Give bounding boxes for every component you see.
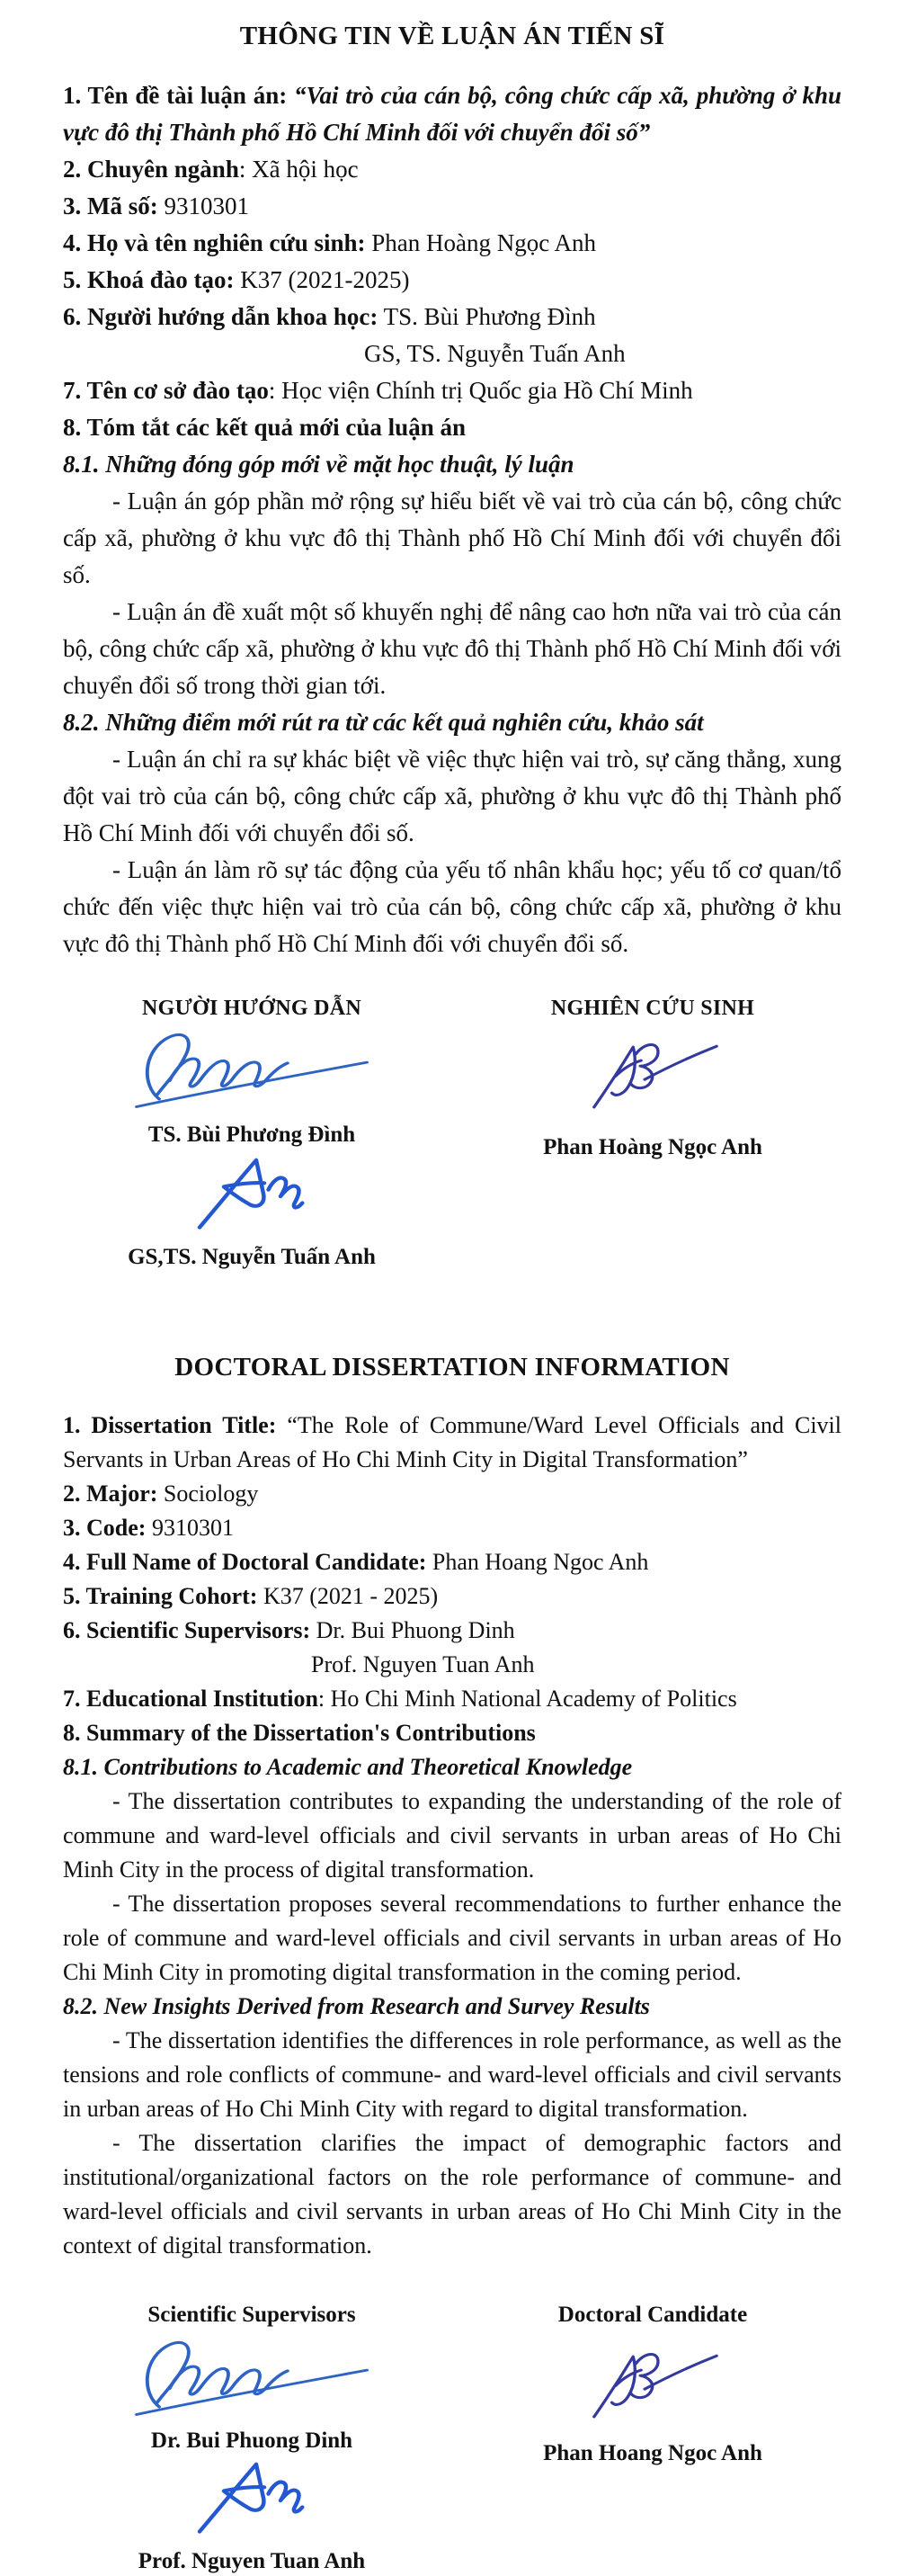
en-item-3-value: 9310301 (146, 1515, 234, 1541)
en-candidate-column (464, 2301, 841, 2576)
vi-paragraph-82-1: - Luận án chỉ ra sự khác biệt về việc thực hiện vai trò, sự căng thẳng, xung đột vai trò của cán bộ, công chức cấp xã, phường ở khu vực đô thị Thành phố Hồ Chí Minh đối với chuyển đổi số. (63, 746, 841, 846)
vi-item-3 (63, 188, 841, 225)
en-item-5-value: K37 (2021 - 2025) (257, 1583, 439, 1609)
en-supervisors-header: Scientific Supervisors (147, 2303, 356, 2327)
vi-supervisor-1-name: TS. Bùi Phương Đình (147, 1123, 356, 1147)
vi-item-5-value: K37 (2021-2025) (234, 266, 410, 293)
vi-supervisors-header: NGƯỜI HƯỚNG DẪN (141, 997, 362, 1020)
vi-section (63, 20, 841, 1272)
en-item-1-label: 1. Dissertation Title: (63, 1412, 277, 1438)
vi-item-3-label: 3. Mã số: (63, 192, 158, 219)
vi-supervisor-2-line: GS, TS. Nguyễn Tuấn Anh (364, 340, 626, 367)
vi-item-5 (63, 262, 841, 299)
en-supervisor-1-name: Dr. Bui Phuong Dinh (150, 2428, 353, 2453)
vi-item-6 (63, 299, 841, 335)
en-item-7-value: : Ho Chi Minh National Academy of Politics (317, 1686, 737, 1712)
en-supervisor-2-line: Prof. Nguyen Tuan Anh (311, 1651, 535, 1677)
vi-item-6-label: 6. Người hướng dẫn khoa học: (63, 303, 378, 330)
signature-phan-hoang-ngoc-anh (582, 1034, 724, 1114)
en-item-1-value: “The Role of Commune/Ward Level Officials and Civil Servants in Urban Areas of Ho Chi Minh City in Digital Transformation” (63, 1412, 841, 1472)
signature-nguyen-tuan-anh (191, 2455, 313, 2538)
en-item-2 (63, 1477, 841, 1511)
en-item-6-value: Dr. Bui Phuong Dinh (310, 1617, 515, 1643)
vi-item-2 (63, 151, 841, 188)
en-item-4 (63, 1545, 841, 1579)
vi-paragraph-82-2: - Luận án làm rõ sự tác động của yếu tố nhân khẩu học; yếu tố cơ quan/tổ chức đến việc thực hiện vai trò của cán bộ, công chức cấp xã, phường ở khu vực đô thị Thành phố Hồ Chí Minh đối với chuyển đổi số. (63, 856, 841, 957)
vi-item-2-value: : Xã hội học (238, 156, 359, 183)
en-item-4-value: Phan Hoang Ngoc Anh (426, 1549, 649, 1575)
en-item-7 (63, 1682, 841, 1716)
en-signature-block (63, 2301, 841, 2576)
en-section (63, 1351, 841, 2576)
en-item-5 (63, 1579, 841, 1614)
vi-item-7-value: : Học viện Chính trị Quốc gia Hồ Chí Minh (268, 377, 693, 404)
en-paragraph-81-2: - The dissertation proposes several recommendations to further enhance the role of commune and ward-level officials and civil servants in urban areas of Ho Chi Minh City in promoting digital transformation in the coming period. (63, 1891, 841, 1985)
en-item-6-label: 6. Scientific Supervisors: (63, 1617, 311, 1643)
vi-item-4-value: Phan Hoàng Ngọc Anh (365, 229, 596, 256)
vi-heading-8-2: 8.2. Những điểm mới rút ra từ các kết quả nghiên cứu, khảo sát (63, 709, 704, 736)
vi-item-8: 8. Tóm tắt các kết quả mới của luận án (63, 414, 466, 441)
vi-candidate-name: Phan Hoàng Ngọc Anh (543, 1135, 762, 1159)
signature-bui-phuong-dinh (129, 2335, 374, 2419)
en-paragraph-82-2: - The dissertation clarifies the impact of demographic factors and institutional/organizational factors on the role performance of commune- and ward-level officials and civil servants in urban areas of Ho Chi Minh City in the context of digital transformation. (63, 2130, 841, 2258)
en-item-8: 8. Summary of the Dissertation's Contributions (63, 1720, 536, 1746)
vi-supervisors-column (63, 995, 441, 1272)
signature-nguyen-tuan-anh (191, 1151, 313, 1234)
vi-item-6-value: TS. Bùi Phương Đình (378, 303, 596, 330)
en-supervisors-column (63, 2301, 441, 2576)
vi-item-4 (63, 225, 841, 262)
en-candidate-name: Phan Hoang Ngoc Anh (543, 2441, 762, 2465)
vi-paragraph-81-1: - Luận án góp phần mở rộng sự hiểu biết về vai trò của cán bộ, công chức cấp xã, phường ở khu vực đô thị Thành phố Hồ Chí Minh đối với chuyển đổi số. (63, 487, 841, 588)
en-item-6 (63, 1614, 841, 1648)
en-item-2-label: 2. Major: (63, 1480, 158, 1507)
vi-signature-block (63, 995, 841, 1272)
vi-item-1 (63, 77, 841, 151)
vi-item-5-label: 5. Khoá đào tạo: (63, 266, 235, 293)
signature-phan-hoang-ngoc-anh (582, 2344, 724, 2423)
vi-item-3-value: 9310301 (157, 192, 249, 219)
en-supervisor-2-name: Prof. Nguyen Tuan Anh (138, 2549, 366, 2573)
vi-item-2-label: 2. Chuyên ngành (63, 156, 239, 183)
en-item-4-label: 4. Full Name of Doctoral Candidate: (63, 1549, 427, 1575)
vi-page-title: THÔNG TIN VỀ LUẬN ÁN TIẾN SĨ (239, 22, 665, 50)
en-body (63, 1409, 841, 2263)
vi-item-4-label: 4. Họ và tên nghiên cứu sinh: (63, 229, 366, 256)
en-item-2-value: Sociology (157, 1480, 259, 1507)
vi-item-7-label: 7. Tên cơ sở đào tạo (63, 377, 269, 404)
vi-candidate-header: NGHIÊN CỨU SINH (550, 997, 755, 1020)
en-item-7-label: 7. Educational Institution (63, 1686, 318, 1712)
en-paragraph-81-1: - The dissertation contributes to expanding the understanding of the role of commune and ward-level officials and civil servants in urban areas of Ho Chi Minh City in the process of digital transformation. (63, 1788, 841, 1883)
en-item-3-label: 3. Code: (63, 1515, 147, 1541)
vi-paragraph-81-2: - Luận án đề xuất một số khuyến nghị để nâng cao hơn nữa vai trò của cán bộ, công chức cấp xã, phường ở khu vực đô thị Thành phố Hồ Chí Minh đối với chuyển đổi số trong thời gian tới. (63, 598, 841, 699)
en-item-3 (63, 1511, 841, 1545)
en-heading-8-1: 8.1. Contributions to Academic and Theoretical Knowledge (63, 1754, 633, 1780)
vi-item-1-value: “Vai trò của cán bộ, công chức cấp xã, phường ở khu vực đô thị Thành phố Hồ Chí Minh đối với chuyển đổi số” (63, 82, 841, 146)
signature-bui-phuong-dinh (129, 1027, 374, 1112)
en-page-title: DOCTORAL DISSERTATION INFORMATION (174, 1353, 730, 1382)
vi-item-1-label: 1. Tên đề tài luận án: (63, 82, 288, 109)
vi-heading-8-1: 8.1. Những đóng góp mới về mặt học thuật, lý luận (63, 451, 574, 478)
en-candidate-header: Doctoral Candidate (557, 2303, 748, 2327)
vi-item-7 (63, 372, 841, 409)
vi-candidate-column (464, 995, 841, 1272)
vi-supervisor-2-name: GS,TS. Nguyễn Tuấn Anh (128, 1245, 376, 1269)
en-heading-8-2: 8.2. New Insights Derived from Research and Survey Results (63, 1993, 650, 2019)
en-item-5-label: 5. Training Cohort: (63, 1583, 258, 1609)
en-item-1 (63, 1409, 841, 1477)
vi-body (63, 77, 841, 962)
en-paragraph-82-1: - The dissertation identifies the differences in role performance, as well as the tensions and role conflicts of commune- and ward-level officials and civil servants in urban areas of Ho Chi Minh City with regard to digital transformation. (63, 2027, 841, 2122)
